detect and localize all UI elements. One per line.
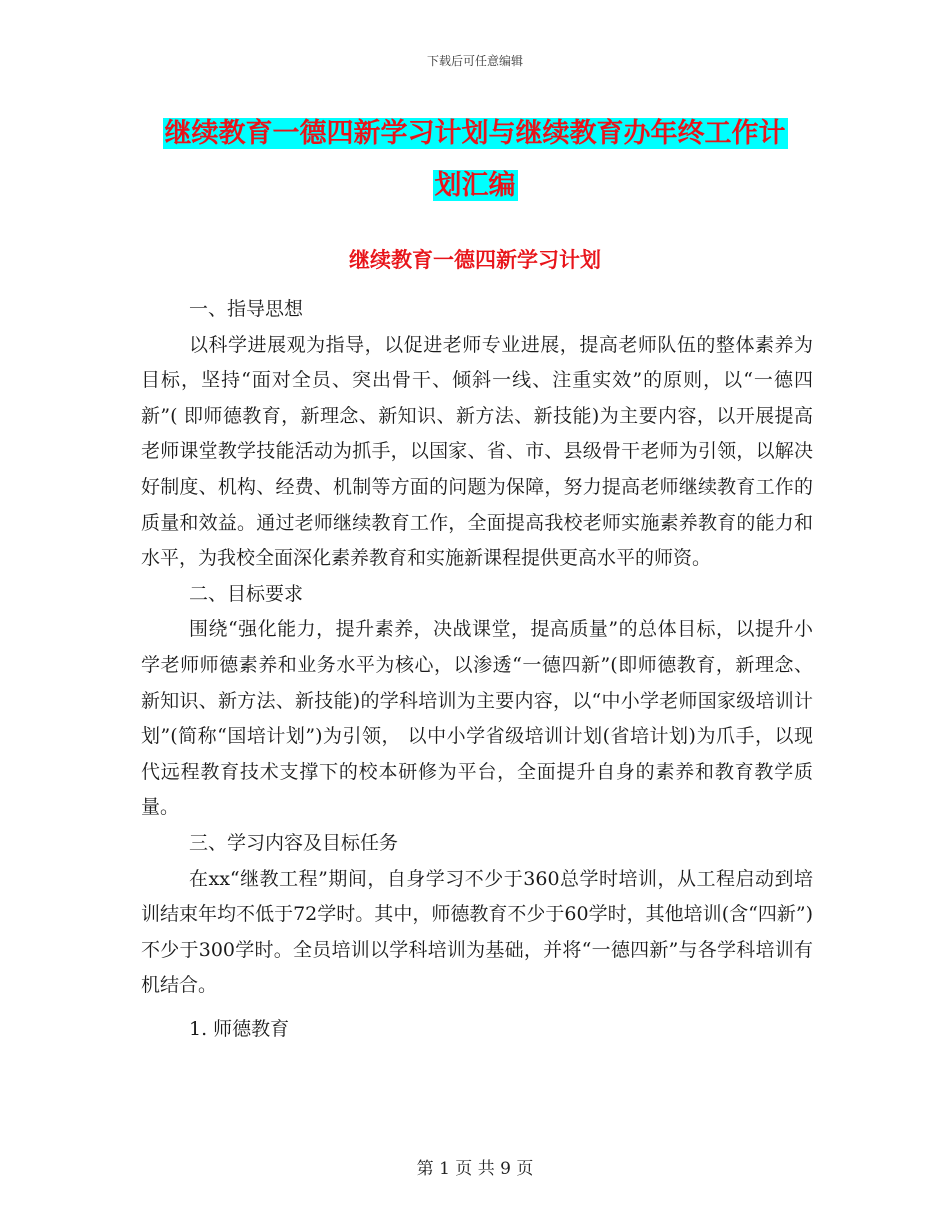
document-title-line-2: 划汇编	[434, 170, 516, 201]
heading-guiding-ideology: 一、指导思想	[189, 298, 304, 320]
page-number: 第 1 页 共 9 页	[416, 1159, 534, 1179]
list-item-ethics-education: 1. 师德教育	[189, 1017, 290, 1040]
document-body	[141, 292, 813, 1047]
paragraph-guiding-ideology: 以科学进展观为指导，以促进老师专业进展，提高老师队伍的整体素养为目标，坚持“面对全员、突出骨干、倾斜一线、注重实效”的原则，以“一德四新”( 即师德教育，新理念、新知识、新方法、新技能)为主要内容，以开展提高老师课堂教学技能活动为抓手，以国家、省、市、县级骨干老师为引领，以解决好制度、机构、经费、机制等方面的问题为保障，努力提高老师继续教育工作的质量和效益。通过老师继续教育工作，全面提高我校老师实施素养教育的能力和水平，为我校全面深化素养教育和实施新课程提供更高水平的师资。	[141, 333, 813, 570]
document-title-line-1: 继续教育一德四新学习计划与继续教育办年终工作计	[164, 118, 786, 149]
paragraph-goals-requirements: 围绕“强化能力，提升素养，决战课堂，提高质量”的总体目标，以提升小学老师师德素养和业务水平为核心，以渗透“一德四新”(即师德教育，新理念、新知识、新方法、新技能)的学科培训为主要内容，以“中小学老师国家级培训计划”(简称“国培计划”)为引领， 以中小学省级培训计划(省培计划)为爪手，以现代远程教育技术支撑下的校本研修为平台，全面提升自身的素养和教育教学质量。	[141, 618, 813, 819]
heading-goals-requirements: 二、目标要求	[189, 582, 304, 605]
paragraph-content-tasks: 在xx“继教工程”期间，自身学习不少于360总学时培训，从工程启动到培训结束年均不低于72学时。其中，师德教育不少于60学时，其他培训(含“四新”)不少于300学时。全员培训以学科培训为基础，并将“一德四新”与各学科培训有机结合。	[141, 867, 813, 997]
page-header-note: 下载后可任意编辑	[426, 54, 523, 68]
heading-content-tasks: 三、学习内容及目标任务	[189, 831, 399, 854]
section-title: 继续教育一德四新学习计划	[349, 248, 601, 272]
document-title	[140, 108, 810, 212]
